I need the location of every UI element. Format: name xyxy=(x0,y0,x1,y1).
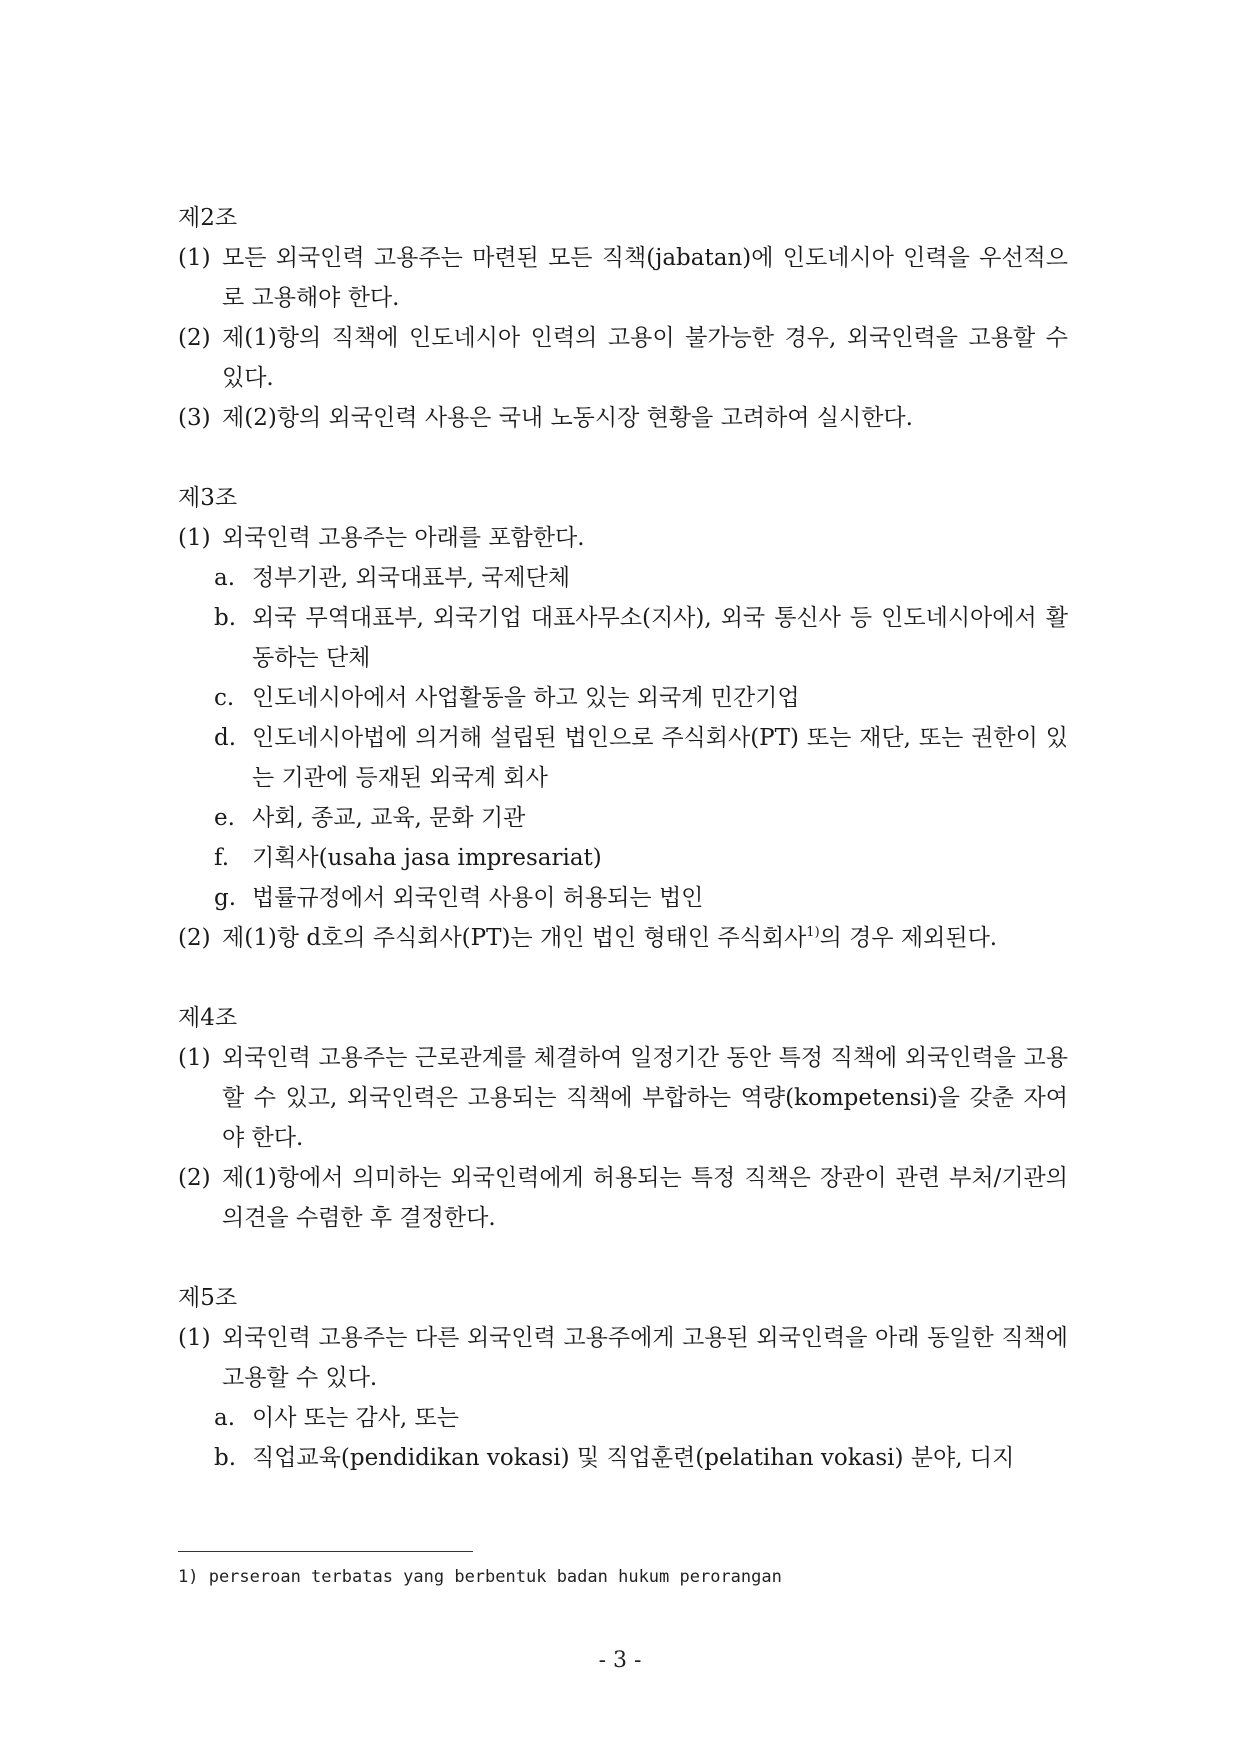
paragraph-text-after: 의 경우 제외된다. xyxy=(819,925,998,951)
article-title: 제3조 xyxy=(178,485,238,511)
footnote: 1) perseroan terbatas yang berbentuk badan hukum perorangan xyxy=(178,1567,782,1587)
list-item xyxy=(178,598,1068,678)
list-item xyxy=(178,1398,1068,1438)
article-2 xyxy=(178,198,1068,438)
item-text: 기획사(usaha jasa impresariat) xyxy=(252,845,602,871)
item-text: 법률규정에서 외국인력 사용이 허용되는 법인 xyxy=(252,885,704,911)
list-item xyxy=(178,838,1068,878)
paragraph xyxy=(178,1158,1068,1238)
item-text: 직업교육(pendidikan vokasi) 및 직업훈련(pelatihan vokasi) 분야, 디지 xyxy=(252,1445,1015,1471)
paragraph-number: (1) xyxy=(178,525,211,551)
item-text: 인도네시아에서 사업활동을 하고 있는 외국계 민간기업 xyxy=(252,685,800,711)
paragraph-number: (1) xyxy=(178,1325,211,1351)
article-4 xyxy=(178,998,1068,1238)
item-marker: c. xyxy=(214,685,235,711)
paragraph xyxy=(178,238,1068,318)
page-number: - 3 - xyxy=(598,1648,642,1673)
paragraph-text: 모든 외국인력 고용주는 마련된 모든 직책(jabatan)에 인도네시아 인력을 우선적으로 고용해야 한다. xyxy=(222,245,1068,311)
item-marker: d. xyxy=(214,725,237,751)
item-text: 외국 무역대표부, 외국기업 대표사무소(지사), 외국 통신사 등 인도네시아에서 활동하는 단체 xyxy=(252,605,1068,671)
paragraph-number: (3) xyxy=(178,405,211,431)
article-title: 제2조 xyxy=(178,205,238,231)
list-item xyxy=(178,798,1068,838)
paragraph-text: 제(1)항에서 의미하는 외국인력에게 허용되는 특정 직책은 장관이 관련 부처/기관의 의견을 수렴한 후 결정한다. xyxy=(222,1165,1068,1231)
item-marker: e. xyxy=(214,805,235,831)
document-body xyxy=(178,198,1068,1518)
article-3 xyxy=(178,478,1068,958)
paragraph-number: (2) xyxy=(178,925,211,951)
paragraph-number: (1) xyxy=(178,245,211,271)
paragraph xyxy=(178,318,1068,398)
paragraph-text: 제(2)항의 외국인력 사용은 국내 노동시장 현황을 고려하여 실시한다. xyxy=(222,405,913,431)
paragraph-text: 외국인력 고용주는 다른 외국인력 고용주에게 고용된 외국인력을 아래 동일한 직책에 고용할 수 있다. xyxy=(222,1325,1068,1391)
footnote-divider xyxy=(178,1551,473,1552)
paragraph xyxy=(178,1038,1068,1158)
list-item xyxy=(178,558,1068,598)
item-marker: b. xyxy=(214,605,237,631)
paragraph xyxy=(178,918,1068,958)
paragraph xyxy=(178,518,1068,558)
list-item xyxy=(178,878,1068,918)
article-title: 제4조 xyxy=(178,1005,238,1031)
item-text: 정부기관, 외국대표부, 국제단체 xyxy=(252,565,571,591)
item-text: 이사 또는 감사, 또는 xyxy=(252,1405,459,1431)
list-item xyxy=(178,1438,1068,1478)
paragraph-text: 외국인력 고용주는 근로관계를 체결하여 일정기간 동안 특정 직책에 외국인력을 고용할 수 있고, 외국인력은 고용되는 직책에 부합하는 역량(kompetensi)을 갖춘 자여야 한다. xyxy=(222,1045,1068,1151)
paragraph-text: 제(1)항의 직책에 인도네시아 인력의 고용이 불가능한 경우, 외국인력을 고용할 수 있다. xyxy=(222,325,1068,391)
article-title: 제5조 xyxy=(178,1285,238,1311)
item-marker: b. xyxy=(214,1445,237,1471)
list-item xyxy=(178,678,1068,718)
paragraph-number: (1) xyxy=(178,1045,211,1071)
item-text: 사회, 종교, 교육, 문화 기관 xyxy=(252,805,526,831)
paragraph-text-before: 제(1)항 d호의 주식회사(PT)는 개인 법인 형태인 주식회사 xyxy=(222,925,807,951)
item-text: 인도네시아법에 의거해 설립된 법인으로 주식회사(PT) 또는 재단, 또는 권한이 있는 기관에 등재된 외국계 회사 xyxy=(252,725,1068,791)
paragraph-number: (2) xyxy=(178,325,211,351)
paragraph-number: (2) xyxy=(178,1165,211,1191)
item-marker: f. xyxy=(214,845,230,871)
paragraph-text: 외국인력 고용주는 아래를 포함한다. xyxy=(222,525,585,551)
item-marker: g. xyxy=(214,885,237,911)
article-5 xyxy=(178,1278,1068,1478)
item-marker: a. xyxy=(214,1405,236,1431)
item-marker: a. xyxy=(214,565,236,591)
paragraph xyxy=(178,398,1068,438)
list-item xyxy=(178,718,1068,798)
footnote-reference[interactable]: 1) xyxy=(806,925,820,940)
paragraph xyxy=(178,1318,1068,1398)
